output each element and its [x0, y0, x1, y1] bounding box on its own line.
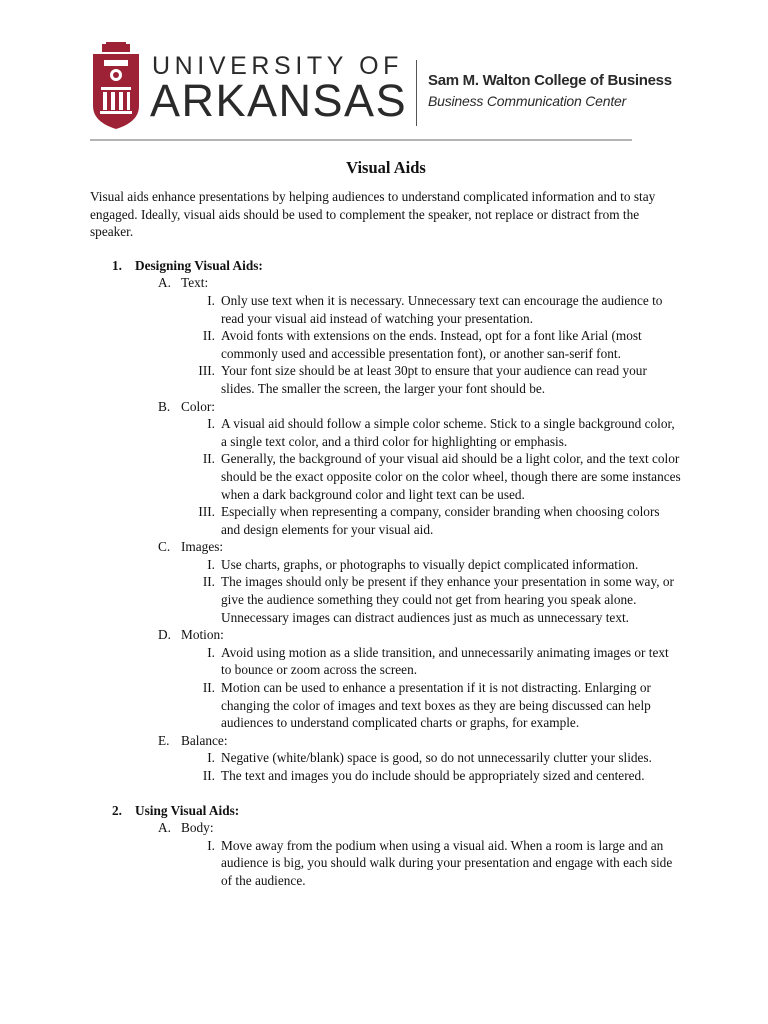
list-item-text: Use charts, graphs, or photographs to visually depict complicated information. [221, 556, 639, 572]
list-item [90, 573, 682, 626]
list-item-text: A visual aid should follow a simple color scheme. Stick to a single background color, a single text color, and a third color for highlighting or emphasis. [221, 416, 675, 449]
subsection-letter: E. [158, 732, 170, 748]
list-item-number: I. [207, 292, 215, 308]
subsection-letter: A. [158, 820, 171, 836]
page-title: Visual Aids [346, 158, 426, 177]
list-item-number: II. [202, 328, 215, 344]
list-item-number: II. [202, 680, 215, 696]
list-item-text: Generally, the background of your visual aid should be a light color, and the text color should be the exact opposite color on the color wheel, though there are some instances when a dark background color and light text can be used. [221, 451, 681, 502]
list-item [90, 292, 682, 327]
university-seal-logo [90, 42, 142, 130]
outline [90, 257, 682, 890]
document-body [90, 158, 682, 890]
section-heading [90, 257, 682, 275]
list-item [90, 749, 682, 767]
section-heading-text: Using Visual Aids: [135, 802, 240, 818]
list-item-number: III. [198, 363, 215, 379]
list-item-number: III. [198, 504, 215, 520]
list-item-text: Avoid fonts with extensions on the ends. Instead, opt for a font like Arial (most commonly used and accessible presentation font), or another san-serif font. [221, 328, 642, 361]
list-item-text: Only use text when it is necessary. Unnecessary text can encourage the audience to read your visual aid instead of watching your presentation. [221, 292, 663, 326]
section-heading-text: Designing Visual Aids: [135, 257, 263, 273]
list-item-number: I. [207, 416, 215, 432]
section-number: 2. [112, 802, 122, 818]
list-item-number: II. [202, 768, 215, 783]
section-spacer [90, 785, 682, 802]
subsection-heading [90, 538, 682, 556]
subsection-letter: A. [158, 275, 171, 291]
subsection-label: Body: [181, 820, 214, 836]
list-item [90, 644, 682, 679]
list-item-number: I. [207, 750, 215, 766]
subsection-heading [90, 732, 682, 750]
subsection-label: Images: [181, 539, 224, 555]
list-item-text: Avoid using motion as a slide transition, and unnecessarily animating images or text to bounce or zoom across the screen. [221, 644, 669, 678]
list-item [90, 837, 682, 890]
subsection-letter: C. [158, 539, 171, 555]
list-item-text: Your font size should be at least 30pt to ensure that your audience can read your slides. The smaller the screen, the larger your font should be. [221, 363, 647, 396]
subsection-heading [90, 398, 682, 416]
list-item [90, 556, 682, 574]
header-divider [416, 60, 417, 126]
list-item-text: The images should only be present if they enhance your presentation in some way, or give the audience something they could not get from hearing you speak alone. Unnecessary images can distract audiences just as much as unnecessary text. [221, 574, 674, 625]
header-rule [90, 139, 632, 141]
subsection-label: Balance: [181, 732, 228, 748]
list-item [90, 679, 682, 732]
list-item-text: Move away from the podium when using a visual aid. When a room is large and an audience is big, you should walk during your presentation and engage with each side of the audience. [221, 837, 673, 888]
university-name-line2: ARKANSAS [150, 75, 408, 126]
subsection-heading [90, 274, 682, 292]
list-item [90, 767, 682, 785]
list-item-number: I. [207, 556, 215, 572]
subsection-heading [90, 819, 682, 837]
section-heading [90, 802, 682, 820]
list-item-text: Motion can be used to enhance a presentation if it is not distracting. Enlarging or changing the color of images and text boxes as they are being discussed can help audiences to understand complicated charts or graphs, for example. [221, 680, 651, 731]
list-item-number: II. [202, 451, 215, 467]
list-item [90, 415, 682, 450]
intro-paragraph: Visual aids enhance presentations by helping audiences to understand complicated information and to stay engaged. Ideally, visual aids should be used to complement the speaker, not replace or distract from the speaker. [90, 189, 656, 240]
list-item-number: II. [202, 574, 215, 590]
list-item-number: I. [207, 837, 215, 853]
university-name-line1: UNIVERSITY OF [152, 52, 404, 80]
center-name: Business Communication Center [428, 93, 627, 109]
subsection-letter: B. [158, 398, 171, 414]
section-number: 1. [112, 257, 122, 273]
subsection-heading [90, 626, 682, 644]
list-item-text: Especially when representing a company, consider branding when choosing colors and design elements for your visual aid. [221, 504, 660, 537]
college-name: Sam M. Walton College of Business [428, 72, 672, 89]
list-item [90, 327, 682, 362]
list-item-text: Negative (white/blank) space is good, so do not unnecessarily clutter your slides. [221, 750, 652, 766]
list-item [90, 362, 682, 397]
list-item [90, 450, 682, 503]
list-item [90, 503, 682, 538]
subsection-letter: D. [158, 627, 171, 643]
subsection-label: Color: [181, 398, 215, 414]
letterhead [90, 40, 672, 130]
subsection-label: Text: [181, 275, 209, 291]
list-item-number: I. [207, 644, 215, 660]
list-item-text: The text and images you do include should be appropriately sized and centered. [221, 768, 645, 783]
subsection-label: Motion: [181, 627, 224, 643]
